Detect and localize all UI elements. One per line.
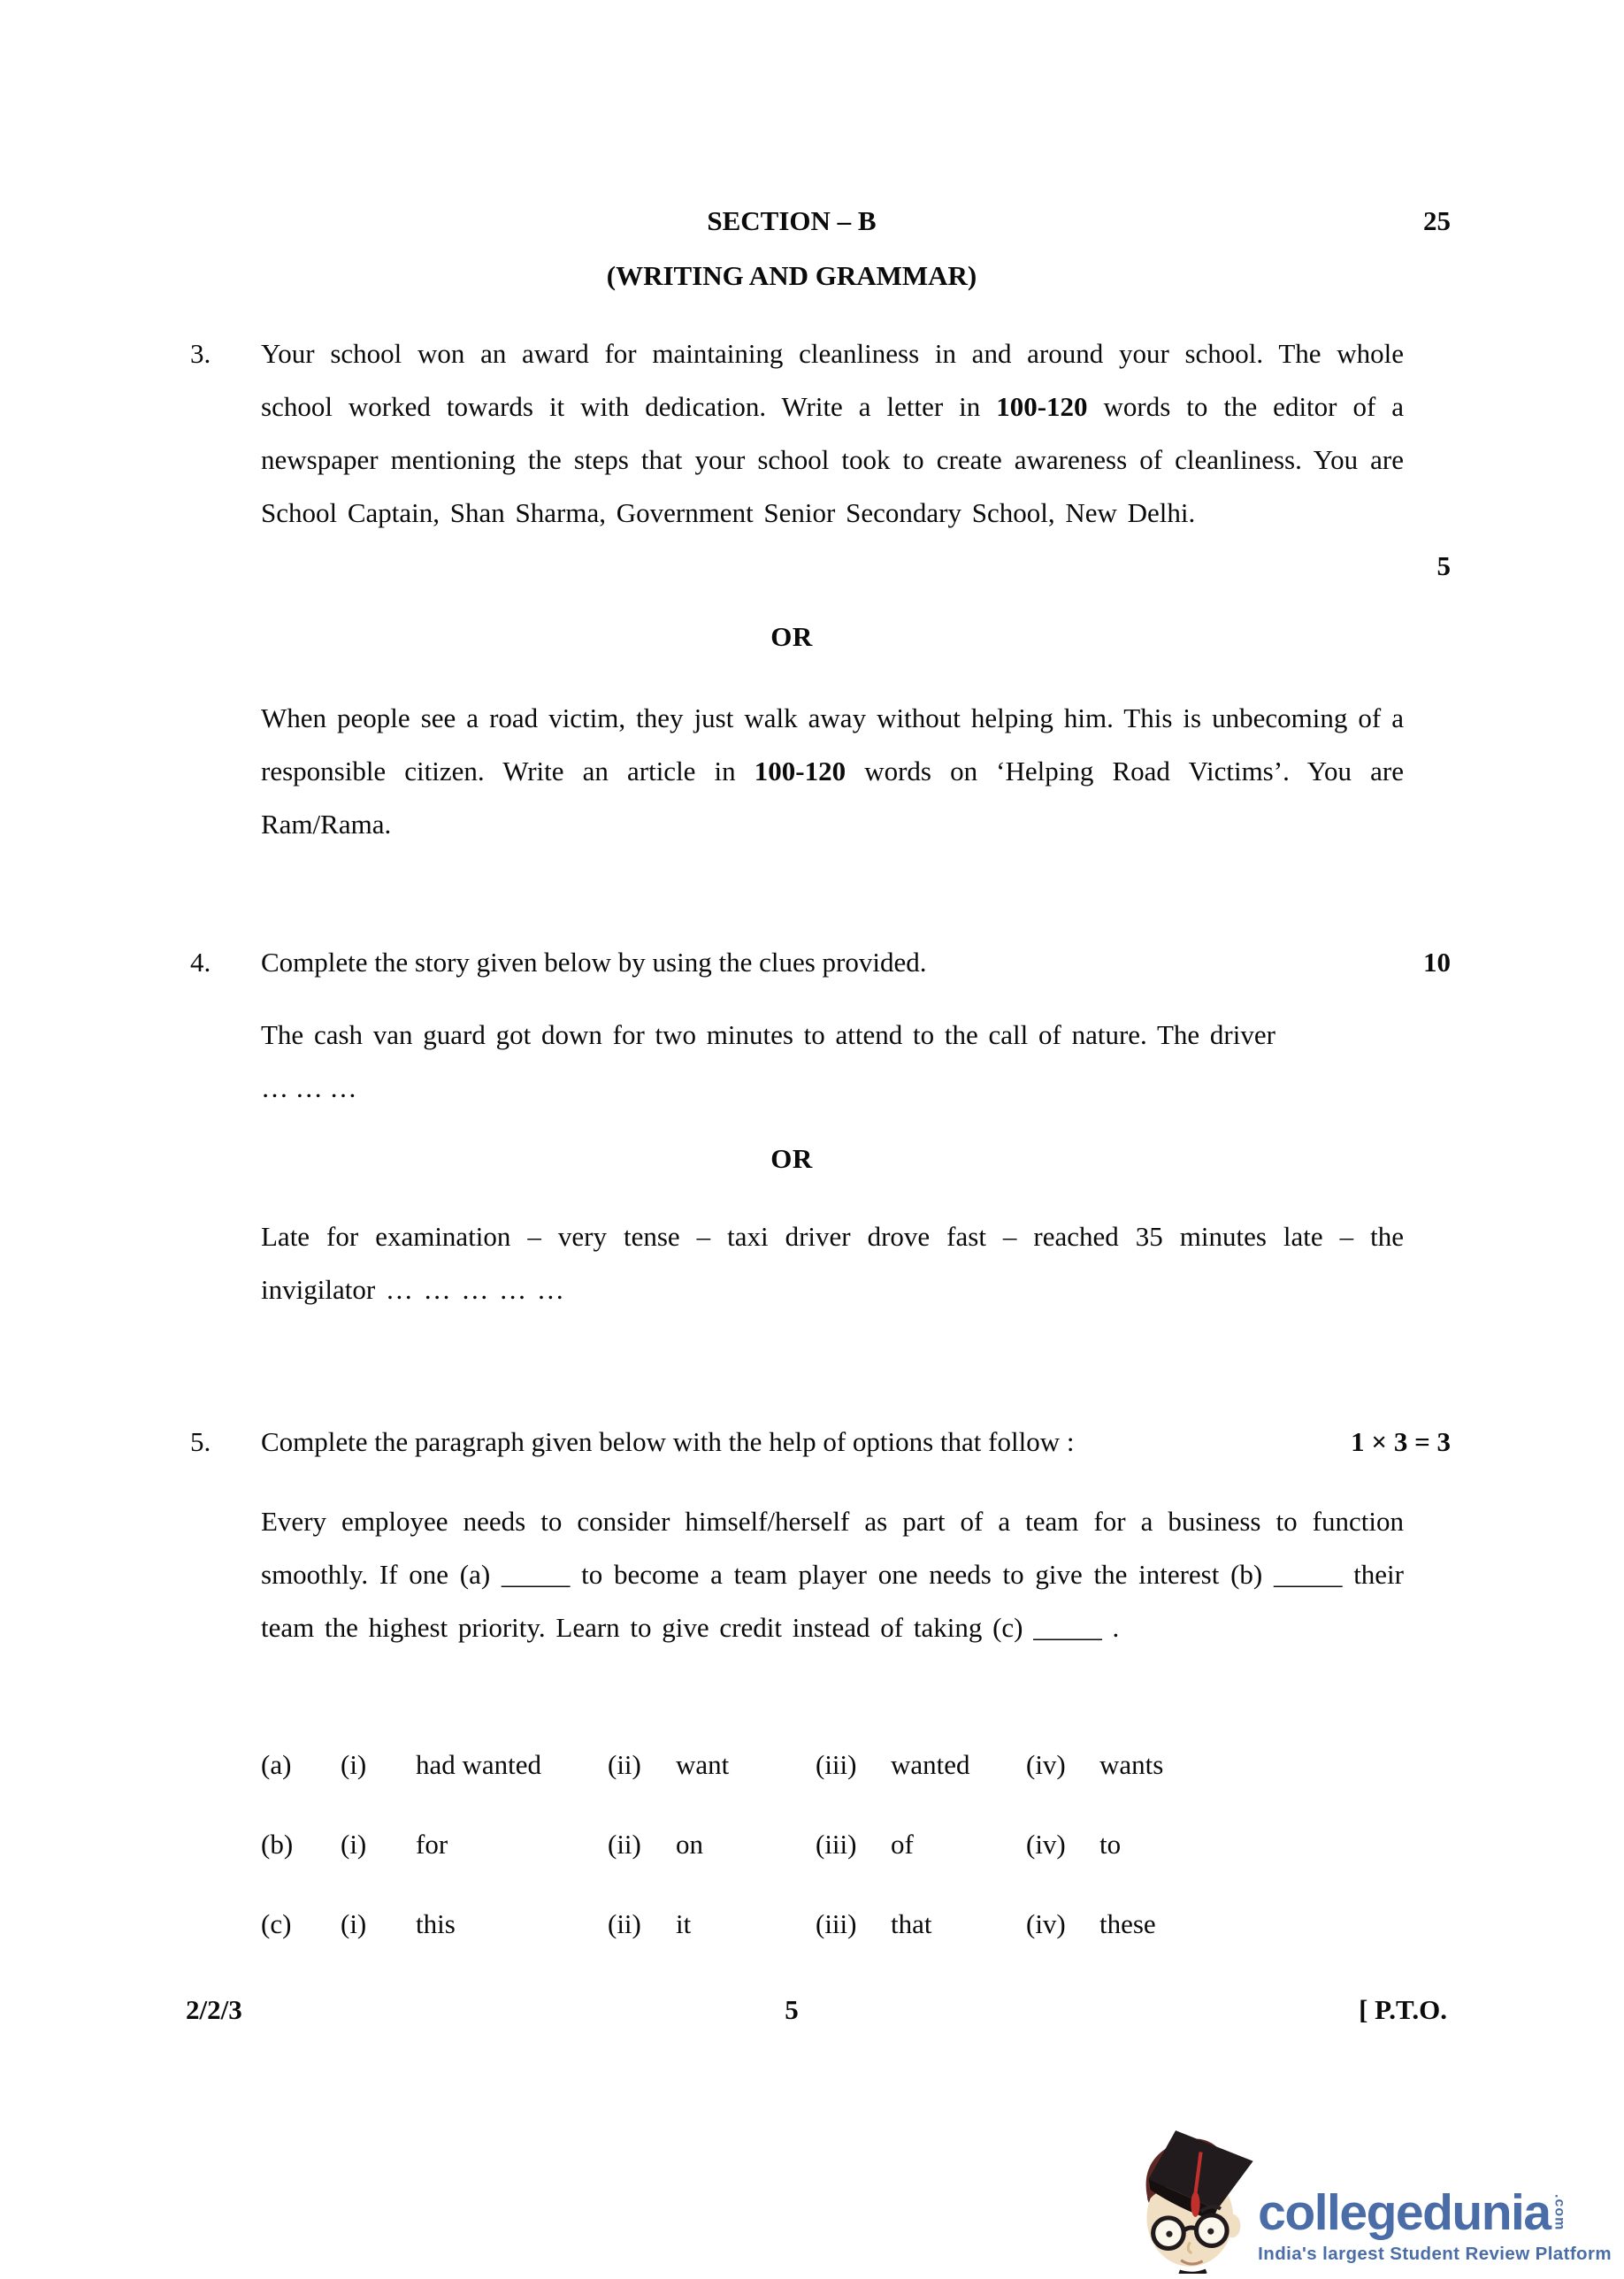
pto-label: [ P.T.O.	[1359, 1994, 1447, 2025]
section-header	[181, 203, 1402, 239]
question-3-number: 3.	[190, 338, 211, 369]
question-3-text	[261, 327, 1404, 540]
q3-alt-word-limit: 100-120	[754, 756, 846, 787]
question-4-story-ellipsis: … … …	[261, 1072, 357, 1103]
question-4-number: 4.	[190, 947, 211, 978]
option-num: (iv)	[1026, 1908, 1066, 1939]
collegedunia-mascot-icon	[1136, 2125, 1258, 2274]
option-num: (iv)	[1026, 1749, 1066, 1780]
question-3-marks: 5	[1436, 550, 1451, 581]
options-row-b	[261, 1818, 1446, 1871]
section-subtitle: (WRITING AND GRAMMAR)	[606, 260, 977, 291]
question-5-number: 5.	[190, 1426, 211, 1457]
option-num: (ii)	[608, 1829, 641, 1860]
option-row-label: (c)	[261, 1908, 292, 1939]
question-5-marks: 1 × 3 = 3	[1351, 1426, 1451, 1457]
option-num: (ii)	[608, 1908, 641, 1939]
q3-word-limit: 100-120	[996, 391, 1088, 422]
question-5-paragraph: Every employee needs to consider himself/herself as part of a team for a business to function smoothly. If one (a) _____ to become a team player one needs to give the interest (b) _____ their team the highest priority. Learn to give credit instead of taking (c) _____ .	[261, 1506, 1404, 1643]
q3-alt-part1: When people see a road victim, they just walk away without helping him. This is unbecoming of a responsible citizen. Write an article in	[261, 702, 1404, 787]
question-4-prompt: Complete the story given below by using the clues provided.	[261, 947, 927, 978]
question-4-alternative-clues: Late for examination – very tense – taxi driver drove fast – reached 35 minutes late – the invigilator … … … … …	[261, 1221, 1404, 1305]
paper-code: 2/2/3	[186, 1994, 242, 2025]
options-row-c	[261, 1898, 1446, 1951]
option-num: (i)	[341, 1829, 367, 1860]
page-number: 5	[785, 1994, 799, 2025]
option-text: want	[676, 1749, 730, 1780]
option-text: this	[416, 1908, 456, 1939]
option-text: wants	[1099, 1749, 1164, 1780]
option-text: on	[676, 1829, 703, 1860]
q4-or-divider	[181, 1141, 1402, 1177]
brand-tld: .com	[1551, 2194, 1567, 2231]
collegedunia-logo	[1136, 2125, 1612, 2274]
option-num: (iii)	[816, 1829, 857, 1860]
options-row-a	[261, 1738, 1446, 1792]
option-text: it	[676, 1908, 692, 1939]
q3-text-part2: words to the editor of a newspaper mentioning the steps that your school took to create awareness of cleanliness. You are School Captain, Shan Sharma, Government Senior Secondary School, New Delhi.	[261, 391, 1405, 528]
option-row-label: (b)	[261, 1829, 294, 1860]
brand-tagline: India's largest Student Review Platform	[1258, 2244, 1612, 2264]
or-label: OR	[770, 621, 813, 652]
option-text: had wanted	[416, 1749, 542, 1780]
section-total-marks: 25	[1423, 205, 1451, 236]
option-num: (i)	[341, 1749, 367, 1780]
or-label: OR	[770, 1143, 813, 1174]
question-4-marks: 10	[1423, 947, 1451, 978]
q3-text-part1: Your school won an award for maintaining cleanliness in and around your school. The whole school worked towards it with dedication. Write a letter in	[261, 338, 1404, 422]
option-num: (ii)	[608, 1749, 641, 1780]
option-num: (iii)	[816, 1749, 857, 1780]
option-text: for	[416, 1829, 448, 1860]
section-title: SECTION – B	[707, 205, 877, 236]
question-3-alternative-text	[261, 692, 1404, 851]
option-num: (i)	[341, 1908, 367, 1939]
option-text: wanted	[891, 1749, 970, 1780]
option-row-label: (a)	[261, 1749, 292, 1780]
brand-text: collegedunia	[1258, 2184, 1551, 2241]
question-5-prompt: Complete the paragraph given below with the help of options that follow :	[261, 1426, 1075, 1457]
section-subheader	[181, 258, 1402, 294]
option-text: to	[1099, 1829, 1122, 1860]
q4-story-text: The cash van guard got down for two minutes to attend to the call of nature. The driver	[261, 1019, 1275, 1050]
option-text: these	[1099, 1908, 1156, 1939]
question-4-story-clue	[261, 1009, 1404, 1062]
option-num: (iv)	[1026, 1829, 1066, 1860]
option-text: that	[891, 1908, 932, 1939]
q3-or-divider	[181, 619, 1402, 655]
q3-alt-part2: words on ‘Helping Road Victims’. You are Ram/Rama.	[261, 756, 1405, 840]
option-text: of	[891, 1829, 914, 1860]
option-num: (iii)	[816, 1908, 857, 1939]
